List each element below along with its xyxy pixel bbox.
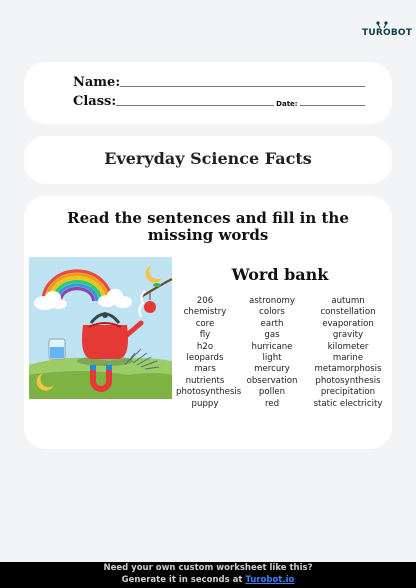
footer-line-1: Need your own custom worksheet like this? <box>103 563 313 573</box>
footer-banner <box>0 562 416 588</box>
word-bank-item: autumn <box>331 296 365 306</box>
turobot-link[interactable]: Turobot.io <box>245 575 295 585</box>
word-bank-item: nutrients <box>185 375 225 386</box>
word-bank-item: constellation <box>320 307 376 318</box>
word-bank-item: mars <box>194 364 216 375</box>
worksheet-title: Everyday Science Facts <box>104 149 312 168</box>
word-bank-item: earth <box>260 318 284 329</box>
date-label: Date: <box>276 100 298 108</box>
word-bank-item: light <box>262 353 282 364</box>
name-row <box>73 76 365 89</box>
word-bank-item: fly <box>199 330 211 341</box>
logo-text: TUROBOT <box>362 28 413 38</box>
word-bank-item: puppy <box>191 398 219 409</box>
word-bank-item: static electricity <box>313 398 383 409</box>
word-bank-item: gas <box>264 330 280 341</box>
word-bank-item: gravity <box>332 330 364 341</box>
class-label: Class: <box>73 94 117 109</box>
word-bank-item: photosynthesis <box>315 375 381 386</box>
word-bank-item: leopards <box>186 353 224 364</box>
word-bank-item: mercury <box>254 364 290 375</box>
student-info-card <box>24 62 392 124</box>
word-bank-item: observation <box>246 375 298 386</box>
instructions: Read the sentences and fill in the missing words <box>67 209 349 244</box>
word-bank-item: kilometer <box>327 341 369 352</box>
word-bank-item: photosynthesis <box>176 387 242 398</box>
word-bank <box>176 296 386 410</box>
turobot-logo <box>362 20 413 46</box>
class-line[interactable] <box>116 105 274 106</box>
word-bank-item: core <box>195 318 215 329</box>
word-bank-item: 206 <box>196 296 214 306</box>
word-bank-item: pollen <box>258 387 286 398</box>
name-line[interactable] <box>120 86 365 87</box>
footer-line-2 <box>0 574 416 586</box>
word-bank-item: red <box>264 398 280 409</box>
word-bank-item: h2o <box>196 341 214 352</box>
date-line[interactable] <box>300 105 365 106</box>
class-row <box>73 95 365 108</box>
word-bank-item: astronomy <box>249 296 295 306</box>
name-label: Name: <box>73 75 121 90</box>
word-bank-item: colors <box>259 307 285 318</box>
word-bank-item: chemistry <box>183 307 227 318</box>
word-bank-item: evaporation <box>322 318 374 329</box>
footer-prefix: Generate it in seconds at <box>121 575 246 585</box>
word-bank-title: Word bank <box>231 265 329 284</box>
word-bank-item: metamorphosis <box>314 364 382 375</box>
exercise-card <box>24 196 392 449</box>
science-illustration <box>29 257 172 399</box>
title-card <box>24 136 392 184</box>
word-bank-item: marine <box>332 353 364 364</box>
word-bank-item: precipitation <box>320 387 376 398</box>
robot-antenna-icon <box>375 20 389 28</box>
word-bank-item: hurricane <box>251 341 293 352</box>
